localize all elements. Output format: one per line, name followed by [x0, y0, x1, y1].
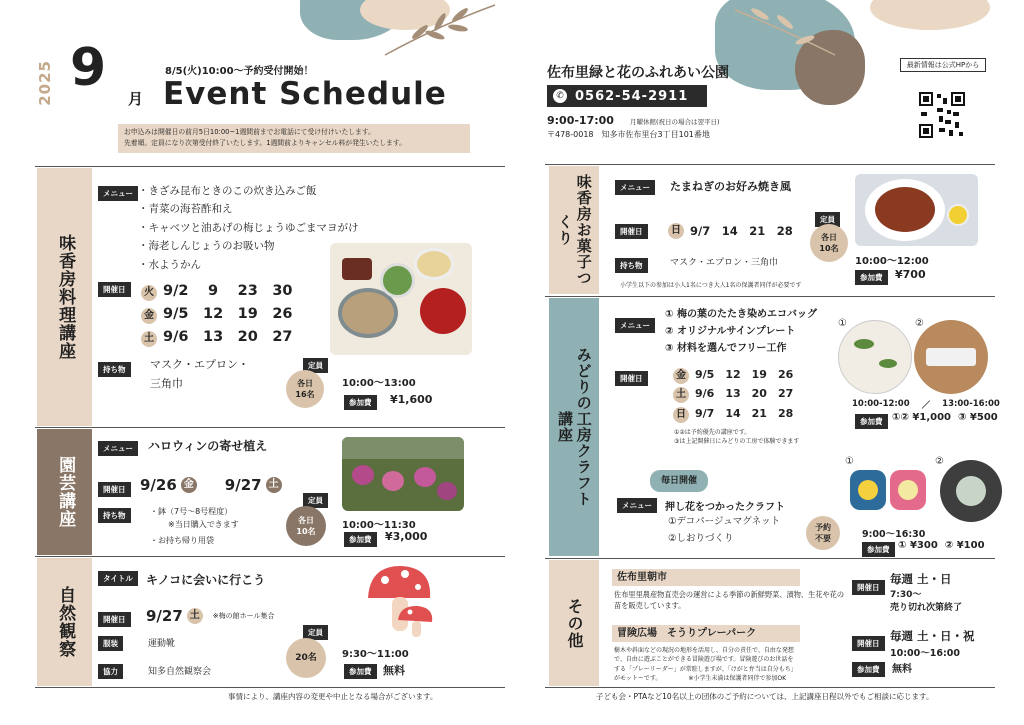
coop-label: 協力 [98, 664, 123, 679]
item-text: 三角巾 [150, 376, 183, 390]
nature-dress: 運動靴 [148, 639, 176, 649]
craft-photo-bookmark [940, 460, 1002, 522]
capacity-text: 各日 [821, 232, 837, 242]
menu-label: メニュー [98, 441, 138, 456]
menu-item: ・きざみ昆布ときのこの炊き込みご飯 [138, 185, 317, 197]
garden-dates [140, 476, 288, 494]
date-value: 9/27 [146, 607, 183, 625]
divider [35, 166, 505, 167]
fee-label: 参加費 [344, 664, 377, 679]
date-values: 9/6 13 20 27 [163, 329, 293, 346]
category-garden [37, 429, 92, 555]
cooking-menu [138, 182, 359, 274]
hp-note [900, 58, 986, 72]
menu-item: ② オリジナルサインプレート [665, 326, 796, 337]
closed-days: 月曜休館(祝日の場合は翌平日) [630, 118, 720, 126]
craft-photo-ecobag [838, 320, 912, 394]
weekday-badge: 土 [141, 331, 157, 347]
daily-fee: ① ¥300 ② ¥100 [898, 540, 985, 551]
nature-title: キノコに会いに行こう [146, 573, 266, 587]
daily-menu: 押し花をつかったクラフト [665, 502, 785, 513]
month-kanji: 月 [128, 90, 144, 108]
page-title: Event Schedule [163, 76, 447, 112]
craft-dates [673, 365, 793, 423]
craft-date-notes [674, 428, 799, 446]
weekday-badge: 日 [673, 407, 689, 423]
capacity-label: 定員 [303, 625, 328, 640]
menu-label: メニュー [98, 186, 138, 201]
weekday-badge: 土 [187, 608, 203, 624]
category-label: 味香房料理講座 [55, 234, 76, 360]
item-text: ・お持ち帰り用袋 [150, 536, 214, 546]
category-cooking [37, 168, 92, 426]
menu-label: メニュー [617, 498, 657, 513]
category-other [549, 560, 599, 686]
date-values: 9/2 9 23 30 [163, 283, 293, 299]
photo-number: ① [838, 318, 847, 329]
nature-time: 9:30～11:00 [342, 649, 409, 660]
market-desc: 佐布里里農産物直売会の運営による季節の新鮮野菜、漬物、生花や花の苗を販売しています。 [614, 590, 845, 610]
decor-blob-beige-right [870, 0, 990, 30]
date-row [141, 303, 293, 326]
title-label: タイトル [98, 571, 138, 586]
divider [545, 687, 995, 688]
market-title-text: 佐布里朝市 [617, 572, 667, 583]
playpark-desc [614, 646, 797, 683]
dress-label: 服装 [98, 636, 123, 651]
date-value: 9/26 [140, 476, 177, 494]
market-end: 売り切れ次第終了 [890, 603, 963, 613]
qr-code-icon[interactable] [917, 90, 967, 140]
park-name: 佐布里緑と花のふれあい公園 [547, 65, 729, 81]
garden-photo [342, 437, 464, 511]
category-label: 自然観察 [55, 586, 76, 658]
menu-item: ・青菜の海苔酢和え [138, 203, 233, 216]
market-title [612, 569, 800, 586]
note-text: ③は上記開催日にみどりの工房で体験できます [674, 438, 800, 445]
date-label: 開催日 [98, 482, 131, 497]
item-text: ※当日購入できます [168, 520, 239, 530]
desc-line: で、自由に遊ぶことができる冒険遊び場です。冒険遊びのお世話を [614, 656, 794, 664]
date-label: 開催日 [98, 282, 131, 297]
capacity-text: 16名 [295, 390, 315, 399]
cooking-time: 10:00～13:00 [342, 378, 416, 389]
date-values: 9/5 12 19 26 [163, 306, 293, 323]
market-date: 毎週 土・日 [890, 572, 952, 586]
date-value: 9/27 [224, 476, 262, 494]
reservation-note: 8/5(火)10:00～予約受付開始！ [165, 66, 314, 77]
cooking-dates [141, 280, 293, 350]
leaf-branch-icon [380, 0, 500, 60]
capacity-badge [286, 506, 326, 546]
opening-hours: 9:00-17:00 [547, 114, 614, 127]
craft-photo-magnet [848, 468, 928, 514]
photo-number: ① [845, 456, 854, 467]
date-values: 9/7 14 21 28 [695, 406, 794, 420]
items-label: 持ち物 [615, 258, 648, 273]
date-row [141, 326, 293, 349]
menu-item: ・海老しんじょうのお吸い物 [138, 240, 275, 253]
fee-label: 参加費 [344, 395, 377, 410]
items-label: 持ち物 [98, 362, 131, 377]
sweets-fee: ¥700 [895, 268, 926, 281]
right-footer: 子ども会・PTAなど10名以上の団体のご予約については、上記講座日程以外でもご相談に応じます。 [596, 692, 934, 701]
address: 〒478-0018 知多市佐布里台3丁目101番地 [547, 130, 710, 139]
meeting-point: ※梅の館ホール集合 [212, 612, 275, 620]
cooking-items [150, 356, 249, 393]
cooking-fee: ¥1,600 [390, 393, 433, 406]
craft-fee: ①② ¥1,000 ③ ¥500 [892, 412, 998, 423]
playpark-fee: 無料 [892, 664, 912, 675]
weekday-badge: 金 [181, 477, 197, 493]
date-row [673, 384, 793, 403]
fee-label: 参加費 [852, 662, 885, 677]
date-label: 開催日 [615, 371, 648, 386]
notice-box [118, 124, 470, 153]
daily-text: 毎日開催 [660, 476, 697, 486]
time-value: 13:00-16:00 [942, 399, 1000, 409]
left-footer: 事情により、講座内容の変更や中止となる場合がございます。 [228, 692, 438, 701]
capacity-badge [286, 638, 326, 678]
phone-box [547, 85, 707, 107]
menu-item: ③ 材料を選んでフリー工作 [665, 343, 787, 354]
capacity-text: 10名 [819, 244, 839, 253]
item-text: マスク・エプロン・ [150, 358, 249, 371]
market-time: 7:30～ [890, 590, 922, 600]
sweets-dates [668, 223, 793, 239]
capacity-label: 定員 [303, 493, 328, 508]
item-text: ・鉢（7号～8号程度） [150, 507, 233, 516]
capacity-text: 各日 [298, 515, 314, 525]
daily-time: 9:00～16:30 [862, 529, 926, 540]
menu-label: メニュー [615, 180, 655, 195]
category-label: 味香房お菓子つくり [556, 174, 593, 286]
no-reservation-badge [806, 516, 840, 550]
phone-icon: ✆ [553, 89, 567, 103]
craft-menu [665, 306, 817, 357]
capacity-text: 20名 [295, 652, 317, 663]
capacity-text: 10名 [296, 527, 316, 536]
sweets-note: 小学生以下の参加は小人1名につき大人1名の保護者同伴が必要です [620, 282, 802, 289]
menu-label: メニュー [615, 318, 655, 333]
sweets-items: マスク・エプロン・三角巾 [670, 258, 779, 268]
daily-items [668, 514, 780, 547]
phone-number: 0562-54-2911 [575, 88, 689, 104]
nature-fee: 無料 [383, 664, 405, 677]
capacity-badge [286, 370, 324, 408]
craft-times [852, 399, 1000, 411]
playpark-date: 毎週 土・日・祝 [890, 629, 975, 643]
category-label: 園芸講座 [55, 456, 76, 528]
menu-item: ・キャベツと油あげの梅じょうゆごまマヨがけ [138, 221, 359, 234]
weekday-badge: 土 [673, 387, 689, 403]
divider [35, 427, 505, 428]
category-sweets [549, 166, 599, 294]
category-craft [549, 298, 599, 556]
leaf-branch-icon [730, 0, 840, 60]
garden-menu: ハロウィンの寄せ植え [148, 439, 268, 453]
date-row [141, 280, 293, 303]
capacity-badge [810, 224, 848, 262]
weekday-badge: 日 [668, 223, 684, 239]
weekday-badge: 土 [266, 477, 282, 493]
notice-line: お申込みは開催日の前月5日10:00~1週間前までお電話にて受け付けいたします。 [124, 128, 375, 136]
time-value: 10:00-12:00 [852, 399, 910, 409]
hp-note-text: 最新情報は公式HPから [906, 61, 980, 69]
date-values: 9/5 12 19 26 [695, 368, 794, 381]
fee-label: 参加費 [855, 270, 888, 285]
playpark-time: 10:00～16:00 [890, 648, 960, 659]
desc-line: する「プレーリーダー」が常駐しますが、「けがと弁当は自分もち」 [614, 665, 797, 673]
cooking-photo [330, 243, 472, 355]
capacity-label: 定員 [815, 212, 840, 227]
fee-label: 参加費 [344, 532, 377, 547]
nature-coop: 知多自然観察会 [148, 667, 212, 677]
fee-label: 参加費 [862, 542, 895, 557]
craft-photo-plate [914, 320, 988, 394]
item-text: ①デコパージュマグネット [668, 516, 781, 527]
menu-item: ・水ようかん [138, 258, 201, 271]
desc-line: がモットーです。 ※小学生未満は保護者同伴で参加OK [614, 674, 787, 682]
desc-line: 樹木や斜面などの現況の地形を活用し、自分の責任で、自由な発想 [614, 647, 794, 654]
category-nature [37, 558, 92, 686]
capacity-text: 各日 [297, 378, 313, 388]
photo-number: ② [915, 318, 924, 329]
category-label: その他 [565, 597, 584, 649]
divider [35, 687, 505, 688]
divider [545, 296, 995, 297]
garden-items [150, 505, 239, 548]
capacity-label: 定員 [303, 358, 328, 373]
date-label: 開催日 [615, 224, 648, 239]
item-text: ②しおりづくり [668, 532, 734, 544]
nature-date [146, 607, 275, 625]
divider [35, 556, 505, 557]
date-values: 9/6 13 20 27 [695, 387, 794, 401]
garden-fee: ¥3,000 [385, 530, 428, 543]
weekday-badge: 金 [141, 308, 157, 324]
weekday-badge: 火 [141, 285, 157, 301]
date-row [673, 404, 793, 423]
mushroom-icon [360, 560, 440, 645]
notice-line: 先着順。定員になり次第受付終了いたします。1週間前よりキャンセル料が発生いたします。 [124, 138, 406, 147]
playpark-title-text: 冒険広場 そうりプレーパーク [617, 628, 757, 639]
sweets-photo [855, 174, 978, 246]
date-label: 開催日 [98, 612, 131, 627]
fee-label: 参加費 [855, 414, 888, 429]
weekday-badge: 金 [673, 368, 689, 384]
garden-time: 10:00～11:30 [342, 520, 416, 531]
category-label: みどりの工房クラフト講座 [556, 347, 593, 507]
sweets-time: 10:00～12:00 [855, 256, 929, 267]
month-number: 9 [70, 38, 107, 98]
date-label: 開催日 [852, 580, 885, 595]
menu-item: ① 梅の葉のたたき染めエコバッグ [665, 309, 817, 320]
date-row [673, 365, 793, 384]
date-values: 9/7 14 21 28 [690, 224, 793, 238]
badge-text: 不要 [815, 534, 831, 543]
date-label: 開催日 [852, 636, 885, 651]
divider [545, 164, 995, 165]
playpark-title [612, 625, 800, 642]
sweets-menu: たまねぎのお好み焼き風 [670, 180, 791, 193]
badge-text: 予約 [815, 522, 831, 532]
time-separator: ／ [921, 401, 931, 411]
year: 2025 [36, 60, 54, 106]
divider [545, 558, 995, 559]
daily-badge [650, 470, 708, 492]
photo-number: ② [935, 456, 944, 467]
note-text: ①②は予約優先の講座です。 [674, 429, 751, 436]
items-label: 持ち物 [98, 508, 131, 523]
